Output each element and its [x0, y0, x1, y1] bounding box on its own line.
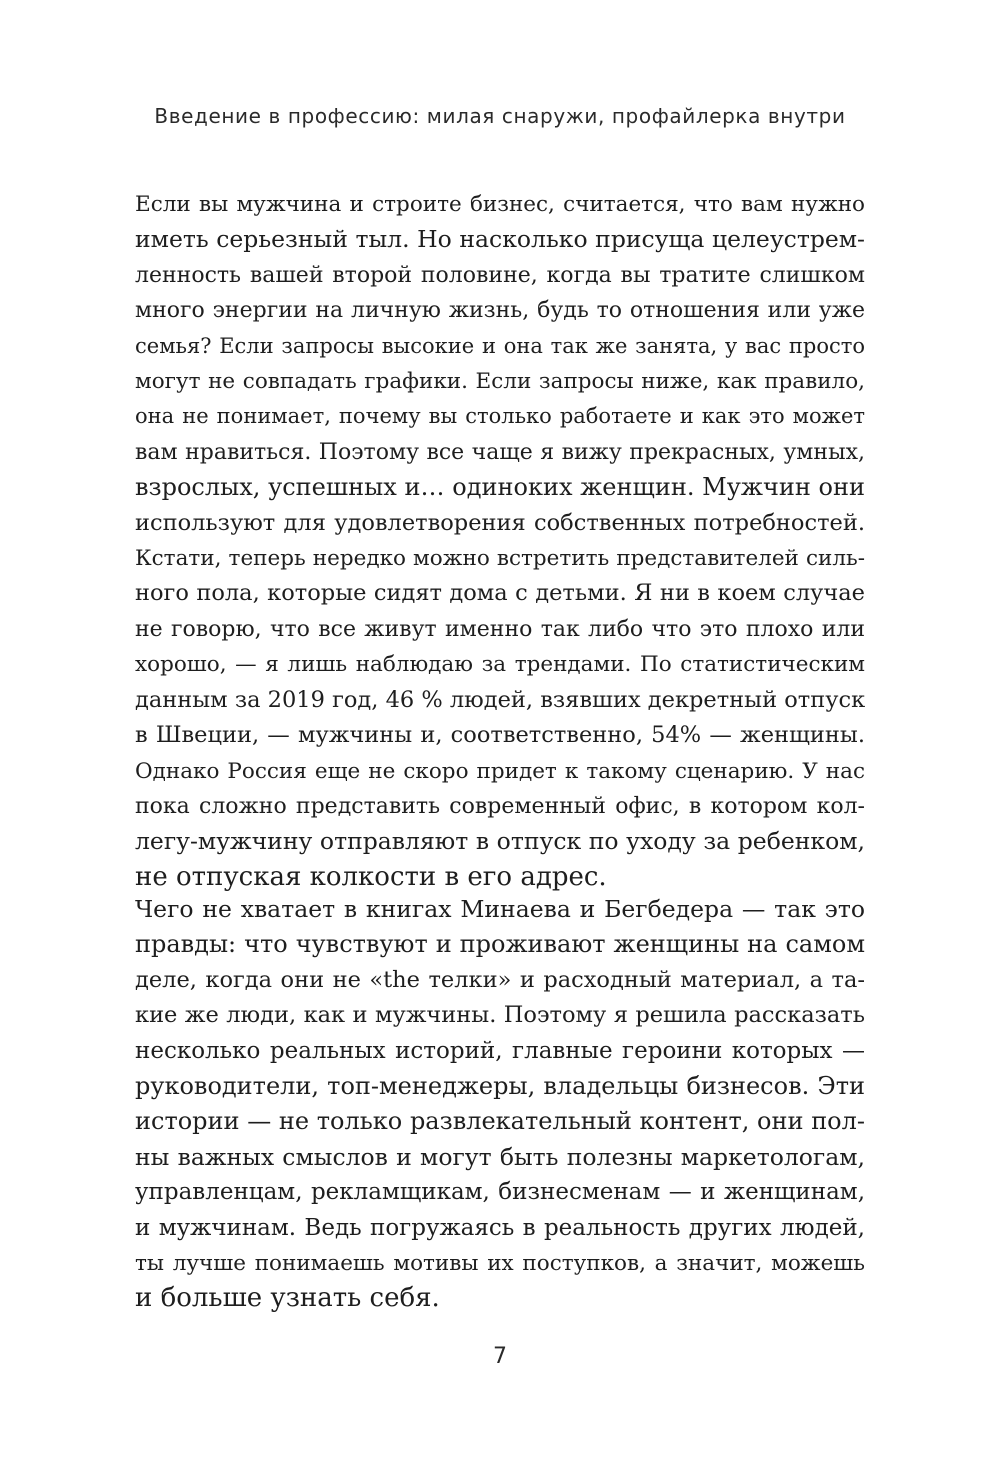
text-line: правды: что чувствуют и проживают женщины на самом: [135, 930, 865, 959]
text-line: пока сложно представить современный офис, в котором кол-: [135, 793, 865, 819]
text-line: данным за 2019 год, 46 % людей, взявших декретный отпуск: [135, 686, 866, 713]
text-line: кие же люди, как и мужчины. Поэтому я решила рассказать: [135, 1002, 865, 1029]
text-line: иметь серьезный тыл. Но насколько присуща целеустрем-: [135, 225, 865, 254]
text-line: ленность вашей второй половине, когда вы тратите слишком: [135, 262, 865, 288]
text-line: Однако Россия еще не скоро придет к такому сценарию. У нас: [135, 758, 865, 784]
text-line: она не понимает, почему вы столько работаете и как это может: [135, 404, 865, 429]
text-line: руководители, топ-менеджеры, владельцы бизнесов. Эти: [135, 1072, 865, 1101]
text-line: хорошо, — я лишь наблюдаю за трендами. По статистическим: [135, 652, 865, 678]
text-line: легу-мужчину отправляют в отпуск по уходу за ребенком,: [135, 827, 865, 856]
text-line: несколько реальных историй, главные героини которых —: [135, 1037, 865, 1064]
text-line: ты лучше понимаешь мотивы их поступков, а значит, можешь: [135, 1251, 865, 1277]
text-line: могут не совпадать графики. Если запросы ниже, как правило,: [135, 369, 865, 395]
text-line: ного пола, которые сидят дома с детьми. Я ни в коем случае: [135, 580, 865, 607]
text-line: истории — не только развлекательный контент, они пол-: [135, 1107, 865, 1136]
text-line: семья? Если запросы высокие и она так же занята, у вас просто: [135, 333, 865, 358]
text-line: Если вы мужчина и строите бизнес, считается, что вам нужно: [135, 192, 865, 217]
paragraph-1: [135, 187, 865, 895]
paragraph-2: [135, 892, 865, 1317]
text-line: и мужчинам. Ведь погружаясь в реальность других людей,: [135, 1214, 865, 1241]
text-line: не отпуская колкости в его адрес.: [135, 861, 607, 892]
page-number: 7: [493, 1344, 507, 1369]
text-line: не говорю, что все живут именно так либо что это плохо или: [135, 616, 865, 642]
text-line: и больше узнать себя.: [135, 1283, 440, 1314]
text-line: Кстати, теперь нередко можно встретить представителей силь-: [135, 546, 865, 572]
text-line: много энергии на личную жизнь, будь то отношения или уже: [135, 298, 865, 324]
text-line: в Швеции, — мужчины и, соответственно, 54% — женщины.: [135, 722, 865, 749]
text-line: управленцам, рекламщикам, бизнесменам — и женщинам,: [135, 1179, 865, 1206]
text-line: Чего не хватает в книгах Минаева и Бегбедера — так это: [135, 895, 865, 923]
text-line: вам нравиться. Поэтому все чаще я вижу прекрасных, умных,: [135, 439, 865, 465]
text-line: деле, когда они не «the телки» и расходный материал, а та-: [135, 966, 865, 993]
text-line: используют для удовлетворения собственных потребностей.: [135, 509, 865, 536]
text-line: взрослых, успешных и… одиноких женщин. Мужчин они: [135, 473, 865, 502]
running-head: Введение в профессию: милая снаружи, профайлерка внутри: [154, 104, 846, 128]
text-line: ны важных смыслов и могут быть полезны маркетологам,: [135, 1142, 865, 1171]
